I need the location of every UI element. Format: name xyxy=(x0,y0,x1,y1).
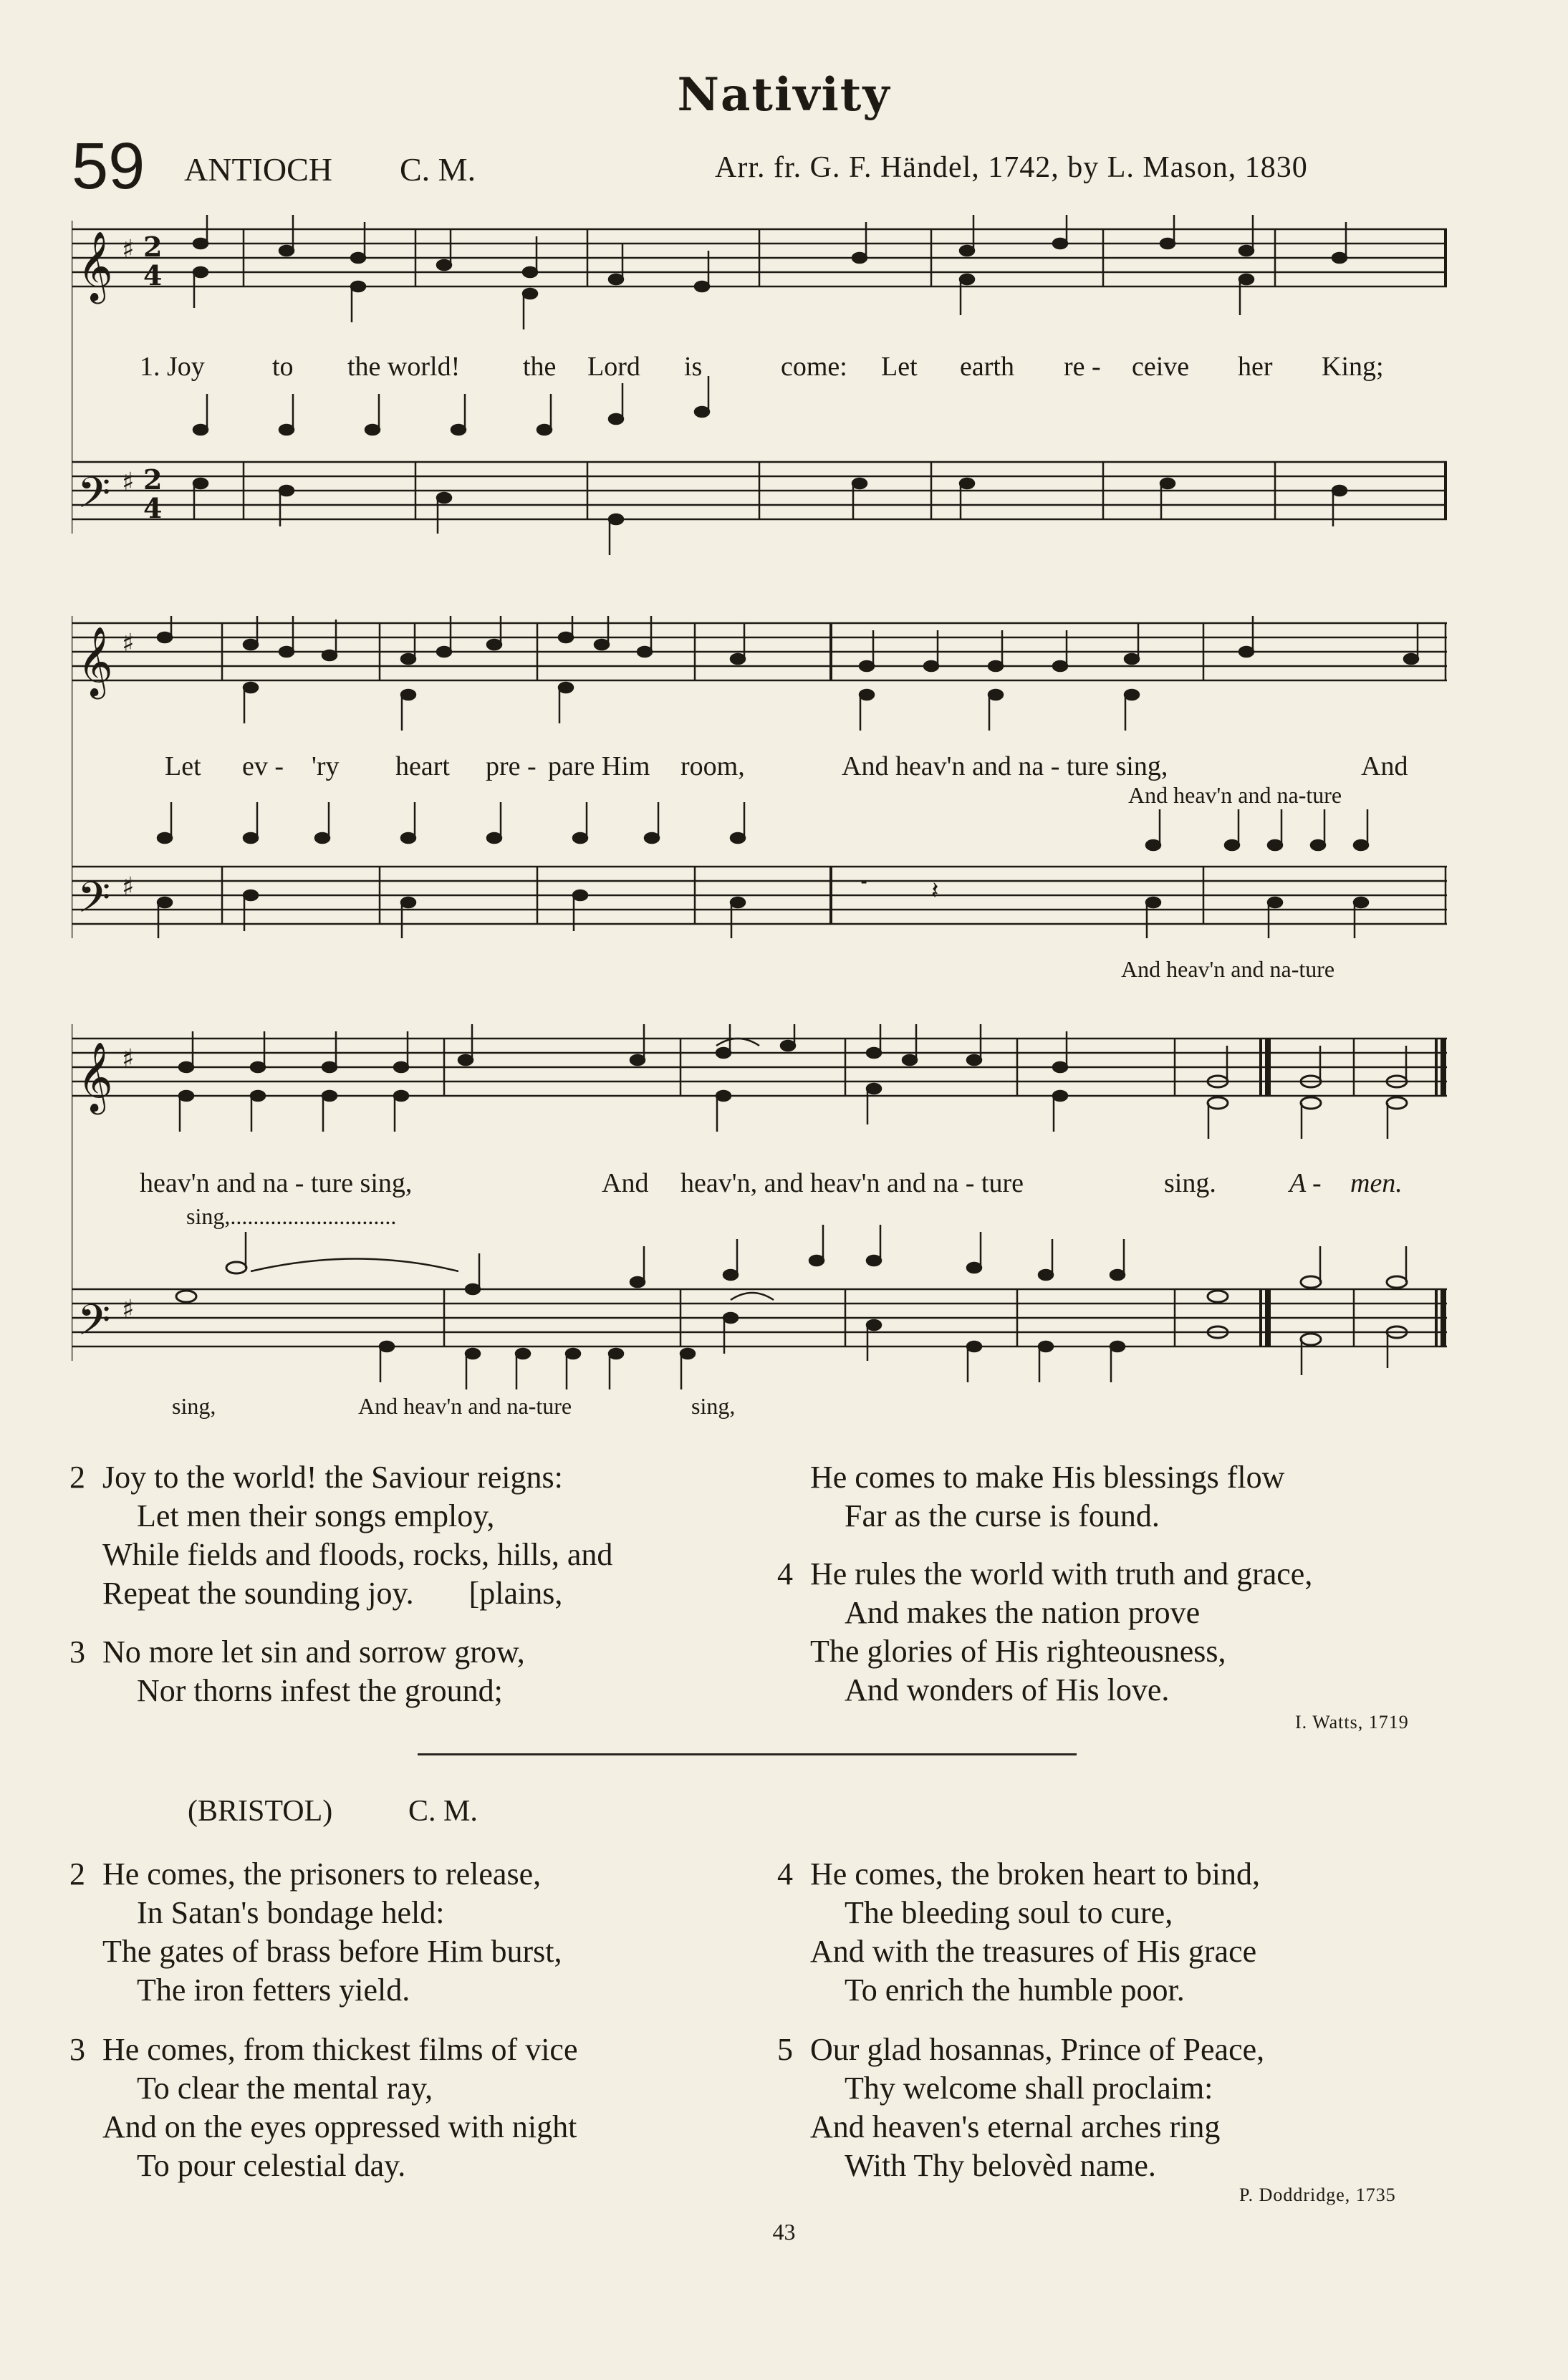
verse-number: 4 xyxy=(777,1556,793,1591)
echo-lower: And heav'n and na-ture xyxy=(1121,956,1335,982)
bristol-meter: C. M. xyxy=(408,1795,478,1828)
verse-line: He comes, the prisoners to release, xyxy=(102,1856,542,1892)
lyric-1: heav'n and na - ture sing, xyxy=(140,1168,413,1198)
section-title: Nativity xyxy=(677,68,891,122)
verse-line: The iron fetters yield. xyxy=(137,1972,410,2008)
bristol-verse-5 xyxy=(777,2030,1264,2185)
lyric-3: heav'n, and heav'n and na - ture xyxy=(680,1168,1024,1198)
svg-text:♯: ♯ xyxy=(122,467,135,497)
svg-text:𝄻: 𝄻 xyxy=(860,872,869,900)
music-system-3 xyxy=(72,1024,1447,1425)
credit-watts: I. Watts, 1719 xyxy=(1295,1712,1409,1733)
verse-line: Far as the curse is found. xyxy=(845,1498,1160,1533)
verse-line: The gates of brass before Him burst, xyxy=(102,1934,562,1969)
lyric-13: King; xyxy=(1322,352,1384,382)
svg-text:♯: ♯ xyxy=(122,1044,135,1074)
credit-doddridge: P. Doddridge, 1735 xyxy=(1239,2184,1396,2205)
lyric-6: men. xyxy=(1350,1168,1403,1198)
lyric-5: A - xyxy=(1289,1168,1322,1198)
verse-number: 3 xyxy=(69,2032,85,2067)
verse-line: He comes, the broken heart to bind, xyxy=(810,1856,1261,1892)
hymn-number: 59 xyxy=(72,130,145,203)
verse-4 xyxy=(777,1555,1312,1710)
tune-name: ANTIOCH xyxy=(184,151,332,188)
verse-line: Joy to the world! the Saviour reigns: xyxy=(102,1460,563,1495)
svg-text:𝄢: 𝄢 xyxy=(77,468,111,528)
lyric-10: re - xyxy=(1064,352,1101,382)
verse-line: While fields and floods, rocks, hills, and xyxy=(102,1537,613,1572)
verse-line: Thy welcome shall proclaim: xyxy=(845,2071,1213,2106)
verse-number: 2 xyxy=(69,1856,85,1892)
lyric-8: And heav'n and na - ture sing, xyxy=(842,751,1168,781)
svg-text:𝄢: 𝄢 xyxy=(77,872,111,933)
verse-line: In Satan's bondage held: xyxy=(137,1895,445,1930)
verse-number: 3 xyxy=(69,1634,85,1670)
lyric-4: the xyxy=(523,352,557,382)
verse-line: Repeat the sounding joy. [plains, xyxy=(102,1576,563,1611)
verse-line: And wonders of His love. xyxy=(845,1672,1170,1707)
svg-text:4: 4 xyxy=(143,492,163,524)
verse-3-continued xyxy=(777,1458,1284,1536)
lyric-6: pare Him xyxy=(548,751,650,781)
music-system-1 xyxy=(72,215,1447,559)
meter: C. M. xyxy=(400,151,476,188)
bristol-verse-2 xyxy=(69,1855,562,2010)
verse-line: Nor thorns infest the ground; xyxy=(137,1673,503,1708)
bass-lyric-2: And heav'n and na-ture xyxy=(358,1393,572,1419)
verse-line: With Thy belovèd name. xyxy=(845,2148,1156,2183)
svg-text:♯: ♯ xyxy=(122,1294,135,1324)
bristol-verse-4 xyxy=(777,1855,1260,2010)
verse-2 xyxy=(69,1458,612,1613)
svg-text:2: 2 xyxy=(143,231,163,263)
verse-line: No more let sin and sorrow grow, xyxy=(102,1634,525,1670)
svg-text:2: 2 xyxy=(143,463,163,496)
bristol-verse-3 xyxy=(69,2030,577,2185)
lyric-9: earth xyxy=(960,352,1014,382)
svg-text:4: 4 xyxy=(143,259,163,292)
music-system-2 xyxy=(72,616,1447,988)
verse-line: And makes the nation prove xyxy=(845,1595,1201,1630)
verse-number: 2 xyxy=(69,1460,85,1495)
bass-lyric-3: sing, xyxy=(691,1393,736,1419)
svg-text:♯: ♯ xyxy=(122,872,135,902)
lyric-5: pre - xyxy=(486,751,537,781)
lyric-3: 'ry xyxy=(312,751,340,781)
verse-line: He rules the world with truth and grace, xyxy=(810,1556,1313,1591)
verse-number: 4 xyxy=(777,1856,793,1892)
verse-line: Let men their songs employ, xyxy=(137,1498,495,1533)
verse-line: And heaven's eternal arches ring xyxy=(810,2109,1221,2144)
lyric-12: her xyxy=(1238,352,1273,382)
verse-line: Our glad hosannas, Prince of Peace, xyxy=(810,2032,1265,2067)
svg-text:♯: ♯ xyxy=(122,234,135,264)
verse-3 xyxy=(69,1633,525,1710)
lyric-5: Lord xyxy=(587,352,640,382)
svg-text:𝄞: 𝄞 xyxy=(77,626,113,696)
lyric-8: Let xyxy=(881,352,918,382)
score-system-1 xyxy=(72,215,1447,559)
lyric-3: the world! xyxy=(347,352,461,382)
lyric-11: ceive xyxy=(1132,352,1190,382)
bristol-tune-name: (BRISTOL) xyxy=(188,1795,333,1828)
lyric-7: come: xyxy=(781,352,847,382)
page-number: 43 xyxy=(772,2219,796,2245)
svg-text:♯: ♯ xyxy=(122,628,135,658)
lyric-2: ev - xyxy=(242,751,284,781)
lyric-4: heart xyxy=(395,751,450,781)
echo-upper: And heav'n and na-ture xyxy=(1128,782,1342,808)
lyric-1: 1. Joy xyxy=(140,352,205,382)
verse-line: He comes, from thickest films of vice xyxy=(102,2032,578,2067)
svg-text:𝄢: 𝄢 xyxy=(77,1295,111,1355)
bass-lyric-1: sing, xyxy=(172,1393,216,1419)
lyric-6: is xyxy=(684,352,703,382)
verse-line: He comes to make His blessings flow xyxy=(810,1460,1285,1495)
verse-line: And with the treasures of His grace xyxy=(810,1934,1257,1969)
verse-line: To clear the mental ray, xyxy=(137,2071,433,2106)
svg-text:𝄞: 𝄞 xyxy=(77,231,113,301)
verse-line: And on the eyes oppressed with night xyxy=(102,2109,577,2144)
lyric-4: sing. xyxy=(1164,1168,1216,1198)
verse-number: 5 xyxy=(777,2032,793,2067)
svg-text:𝄽: 𝄽 xyxy=(931,877,939,905)
verse-line: To pour celestial day. xyxy=(137,2148,406,2183)
verse-line: The glories of His righteousness, xyxy=(810,1634,1226,1669)
divider-rule xyxy=(418,1753,1077,1755)
lyric-7: room, xyxy=(680,751,745,781)
verse-line: The bleeding soul to cure, xyxy=(845,1895,1173,1930)
svg-text:𝄞: 𝄞 xyxy=(77,1041,113,1112)
lyric-9: And xyxy=(1361,751,1408,781)
alto-sing: sing,............................. xyxy=(186,1203,397,1229)
attribution: Arr. fr. G. F. Händel, 1742, by L. Mason, 1830 xyxy=(715,151,1308,184)
lyric-2: And xyxy=(602,1168,649,1198)
lyric-1: Let xyxy=(165,751,201,781)
lyric-2: to xyxy=(272,352,294,382)
verse-line: To enrich the humble poor. xyxy=(845,1972,1185,2008)
